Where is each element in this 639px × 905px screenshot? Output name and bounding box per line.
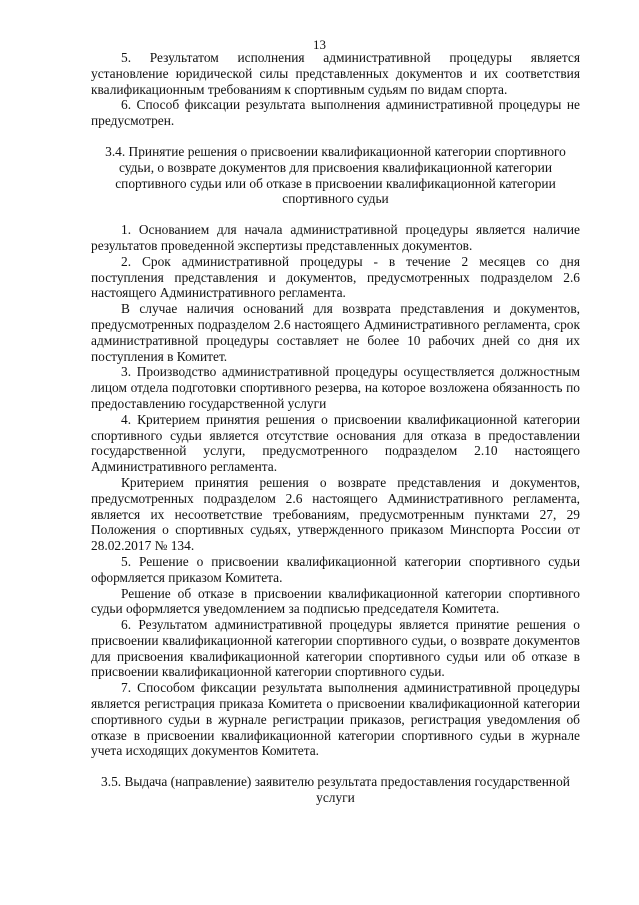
- spacer: [91, 129, 580, 144]
- document-body: [91, 50, 580, 806]
- paragraph: 7. Способом фиксации результата выполнения административной процедуры является регистрация приказа Комитета о присвоении квалификационной категории спортивного судьи в журнале регистрации приказов, регистрация уведомления об отказе в присвоении квалификационной категории спортивного судьи в журнале учета исходящих документов Комитета.: [91, 680, 580, 759]
- paragraph: Критерием принятия решения о возврате представления и документов, предусмотренных подразделом 2.6 настоящего Административного регламента, является их несоответствие требованиям, предусмотренным пунктами 27, 29 Положения о спортивных судьях, утвержденного приказом Минспорта России от 28.02.2017 № 134.: [91, 474, 580, 554]
- paragraph: 4. Критерием принятия решения о присвоении квалификационной категории спортивного судьи является отсутствие основания для отказа в предоставлении государственной услуги, предусмотренного подразделом 2.10 настоящего Административного регламента.: [91, 411, 580, 475]
- spacer: [91, 759, 580, 774]
- section-heading-3-5: 3.5. Выдача (направление) заявителю результата предоставления государственной услуги: [101, 774, 570, 806]
- paragraph: 3. Производство административной процедуры осуществляется должностным лицом отдела подготовки спортивного резерва, на которое возложена обязанность по предоставлению государственной услуги: [91, 364, 580, 411]
- paragraph: 5. Решение о присвоении квалификационной категории спортивного судьи оформляется приказом Комитета.: [91, 553, 580, 585]
- paragraph: Решение об отказе в присвоении квалификационной категории спортивного судьи оформляется уведомлением за подписью председателя Комитета.: [91, 585, 580, 617]
- paragraph: 2. Срок административной процедуры - в течение 2 месяцев со дня поступления представления и документов, предусмотренных подразделом 2.6 настоящего Административного регламента.: [91, 253, 580, 301]
- page-number: 13: [313, 37, 326, 52]
- paragraph: 5. Результатом исполнения административной процедуры является установление юридической силы представленных документов и их соответствия квалификационным требованиям к спортивным судьям по видам спорта.: [91, 50, 580, 97]
- paragraph: 6. Способ фиксации результата выполнения административной процедуры не предусмотрен.: [91, 97, 580, 129]
- paragraph: В случае наличия оснований для возврата представления и документов, предусмотренных подразделом 2.6 настоящего Административного регламента, срок административной процедуры составляет не более 10 рабочих дней со дня их поступления в Комитет.: [91, 301, 580, 364]
- paragraph: 6. Результатом административной процедуры является принятие решения о присвоении квалификационной категории спортивного судьи, о возврате документов для присвоения квалификационной категории спортивного судьи или об отказе в присвоении квалификационной категории спортивного судьи.: [91, 617, 580, 680]
- paragraph: 1. Основанием для начала административной процедуры является наличие результатов проведенной экспертизы представленных документов.: [91, 222, 580, 253]
- spacer: [91, 207, 580, 222]
- section-heading-3-4: 3.4. Принятие решения о присвоении квалификационной категории спортивного судьи, о возврате документов для присвоения квалификационной категории спортивного судьи или об отказе в присвоении квалификационной категории спортивного судьи: [105, 143, 566, 207]
